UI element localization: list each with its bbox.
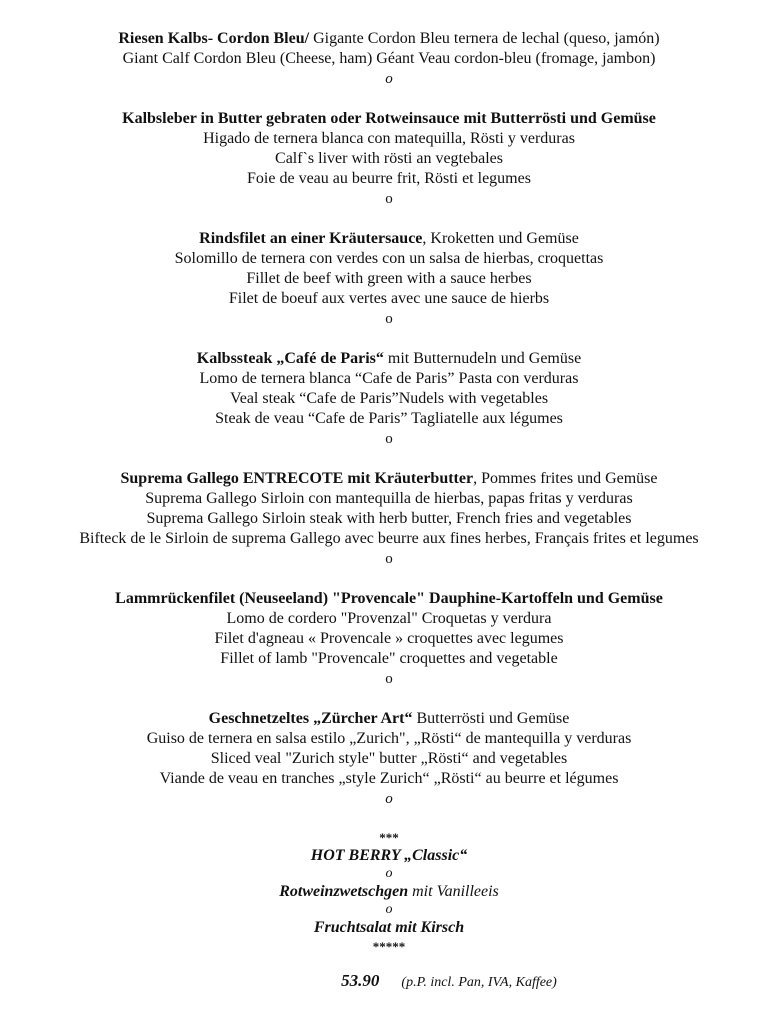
menu-item-entrecote — [0, 469, 778, 569]
menu-item-kalbssteak — [0, 349, 778, 449]
dessert-section — [0, 829, 778, 955]
item-separator: o — [385, 431, 393, 447]
item-translation: Filet de boeuf aux vertes avec une sauce de hierbs — [228, 290, 550, 307]
price-note: (p.P. incl. Pan, IVA, Kaffee) — [401, 975, 557, 990]
item-title-bold: Kalbsleber in Butter gebraten oder Rotweinsauce mit Butterrösti und Gemüse — [122, 110, 656, 127]
item-translation: Higado de ternera blanca con matequilla, Rösti y verduras — [203, 130, 575, 147]
dessert-option — [0, 918, 778, 938]
item-title — [0, 229, 778, 249]
item-title-rest: , Pommes frites und Gemüse — [473, 470, 658, 487]
item-title — [0, 109, 778, 129]
item-translation: Viande de veau en tranches „style Zurich“ „Rösti“ au beurre et légumes — [159, 770, 619, 787]
dessert-option-bold: Fruchtsalat mit Kirsch — [313, 919, 465, 936]
item-translation: Suprema Gallego Sirloin con mantequilla de hierbas, papas fritas y verduras — [145, 490, 633, 507]
item-separator: o — [385, 671, 393, 687]
item-translation: Fillet of lamb "Provencale" croquettes and vegetable — [220, 650, 558, 667]
item-translation: Lomo de ternera blanca “Cafe de Paris” Pasta con verduras — [199, 370, 579, 387]
item-title-bold: Geschnetzeltes „Zürcher Art“ — [208, 710, 413, 727]
dessert-option — [0, 846, 778, 866]
item-translation: Veal steak “Cafe de Paris”Nudels with vegetables — [229, 390, 549, 407]
menu-item-kalbsleber — [0, 109, 778, 209]
item-translation: Filet d'agneau « Provencale » croquettes avec legumes — [214, 630, 564, 647]
price-row — [0, 971, 778, 991]
item-title — [0, 589, 778, 609]
dessert-option-bold: Rotweinzwetschgen — [279, 883, 409, 900]
dessert-option — [0, 882, 778, 902]
item-separator: o — [385, 191, 393, 207]
menu-item-lammrueckenfilet — [0, 589, 778, 689]
item-title-rest: mit Butternudeln und Gemüse — [383, 350, 582, 367]
item-translation: Lomo de cordero "Provenzal" Croquetas y verdura — [226, 610, 552, 627]
item-title-rest: , Kroketten und Gemüse — [422, 230, 579, 247]
dessert-option-bold: HOT BERRY „Classic“ — [310, 847, 468, 864]
item-translation: Suprema Gallego Sirloin steak with herb butter, French fries and vegetables — [146, 510, 632, 527]
item-title — [0, 709, 778, 729]
item-title — [0, 29, 778, 49]
item-translation: Giant Calf Cordon Bleu (Cheese, ham) Géant Veau cordon-bleu (fromage, jambon) — [122, 50, 656, 67]
item-translation: Sliced veal "Zurich style" butter „Rösti“ and vegetables — [210, 750, 568, 767]
menu-item-cordon-bleu — [0, 29, 778, 89]
item-title — [0, 349, 778, 369]
item-separator: o — [385, 551, 393, 567]
item-translation: Bifteck de le Sirloin de suprema Gallego avec beurre aux fines herbes, Français frites et legumes — [79, 530, 699, 547]
dessert-stars-bottom: ***** — [372, 939, 406, 954]
item-separator: o — [385, 71, 393, 87]
dessert-option-rest: mit Vanilleeis — [408, 883, 499, 900]
item-title — [0, 469, 778, 489]
item-translation: Calf`s liver with rösti an vegtebales — [275, 150, 503, 167]
item-separator: o — [385, 791, 393, 807]
item-translation: Solomillo de ternera con verdes con un salsa de hierbas, croquettas — [174, 250, 604, 267]
menu-page — [0, 29, 778, 955]
menu-price: 53.90 — [341, 971, 380, 990]
item-translation: Foie de veau au beurre frit, Rösti et legumes — [247, 170, 531, 187]
dessert-stars-top: *** — [379, 830, 399, 845]
dessert-separator: o — [385, 902, 393, 917]
item-title-rest: Butterrösti und Gemüse — [412, 710, 570, 727]
item-title-bold: Riesen Kalbs- Cordon Bleu/ — [118, 30, 310, 47]
item-translation: Steak de veau “Cafe de Paris” Tagliatelle aux légumes — [215, 410, 563, 427]
item-title-rest: Gigante Cordon Bleu ternera de lechal (queso, jamón) — [309, 30, 660, 47]
menu-item-rindsfilet — [0, 229, 778, 329]
menu-item-geschnetzeltes — [0, 709, 778, 809]
item-translation: Guiso de ternera en salsa estilo „Zurich", „Rösti“ de mantequilla y verduras — [146, 730, 632, 747]
item-title-bold: Lammrückenfilet (Neuseeland) "Provencale" Dauphine-Kartoffeln und Gemüse — [115, 590, 663, 607]
item-title-bold: Rindsfilet an einer Kräutersauce — [199, 230, 423, 247]
item-title-bold: Kalbssteak „Café de Paris“ — [196, 350, 384, 367]
dessert-separator: o — [385, 866, 393, 881]
item-translation: Fillet de beef with green with a sauce herbes — [246, 270, 532, 287]
item-separator: o — [385, 311, 393, 327]
item-title-bold: Suprema Gallego ENTRECOTE mit Kräuterbutter — [120, 470, 474, 487]
